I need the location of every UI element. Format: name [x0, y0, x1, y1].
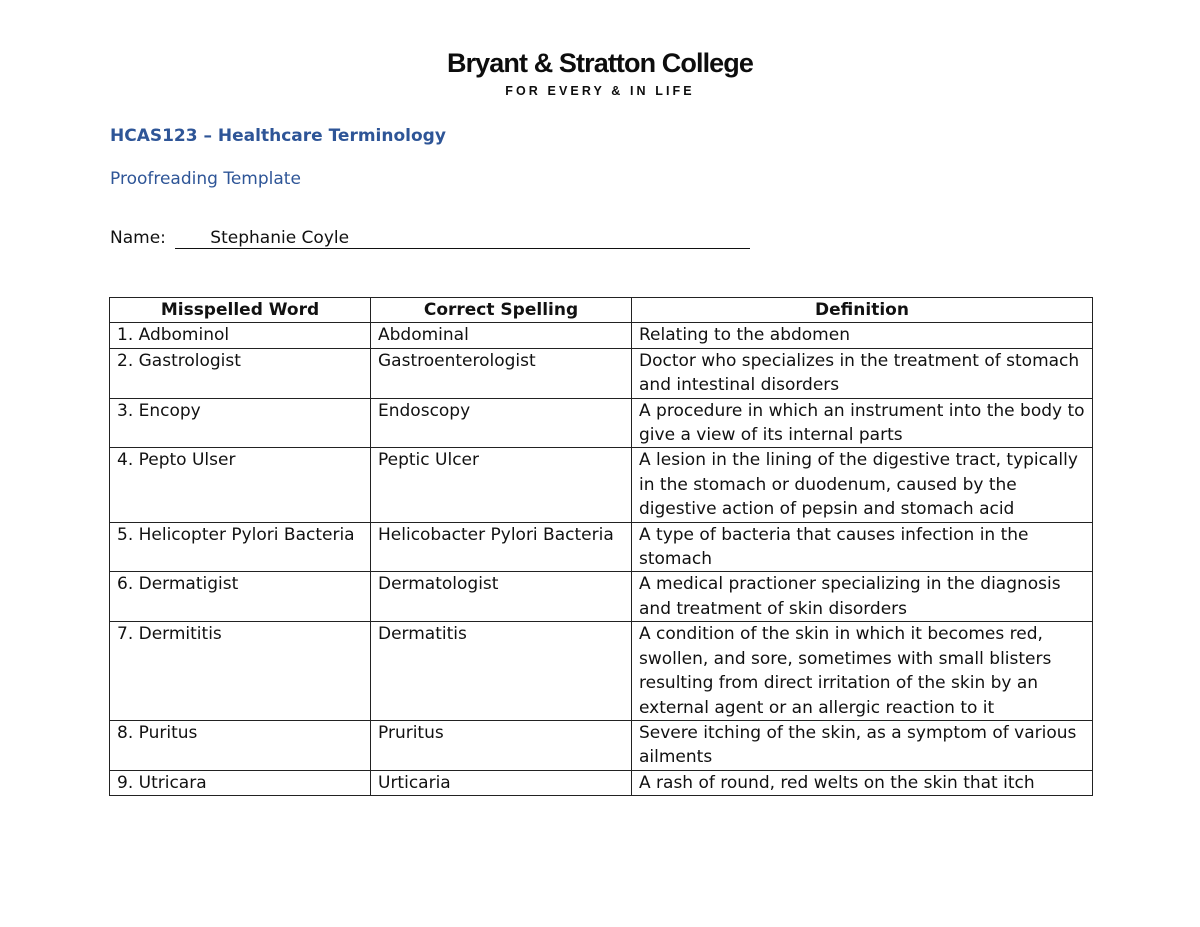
definition-cell[interactable]: A procedure in which an instrument into the body to give a view of its internal parts [632, 398, 1093, 448]
table-row [110, 522, 1093, 572]
definition-cell[interactable]: A medical practioner specializing in the diagnosis and treatment of skin disorders [632, 572, 1093, 622]
table-row [110, 622, 1093, 721]
correct-cell[interactable]: Pruritus [371, 720, 632, 770]
misspelled-cell[interactable]: 3. Encopy [110, 398, 371, 448]
misspelled-cell[interactable]: 9. Utricara [110, 770, 371, 795]
correct-cell[interactable]: Helicobacter Pylori Bacteria [371, 522, 632, 572]
definition-cell[interactable]: Severe itching of the skin, as a symptom of various ailments [632, 720, 1093, 770]
misspelled-cell[interactable]: 7. Dermititis [110, 622, 371, 721]
table-row [110, 720, 1093, 770]
definition-cell[interactable]: Doctor who specializes in the treatment of stomach and intestinal disorders [632, 348, 1093, 398]
table-row [110, 572, 1093, 622]
name-field[interactable]: Stephanie Coyle [175, 228, 750, 249]
table-row [110, 323, 1093, 348]
misspelled-cell[interactable]: 8. Puritus [110, 720, 371, 770]
correct-cell[interactable]: Endoscopy [371, 398, 632, 448]
misspelled-cell[interactable]: 5. Helicopter Pylori Bacteria [110, 522, 371, 572]
definition-cell[interactable]: A lesion in the lining of the digestive tract, typically in the stomach or duodenum, caused by the digestive action of pepsin and stomach acid [632, 448, 1093, 522]
definition-cell[interactable]: A type of bacteria that causes infection in the stomach [632, 522, 1093, 572]
table-header-row [110, 298, 1093, 323]
logo-name: Bryant & Stratton College [446, 48, 754, 78]
table-row [110, 348, 1093, 398]
misspelled-cell[interactable]: 4. Pepto Ulser [110, 448, 371, 522]
column-header-misspelled: Misspelled Word [110, 298, 371, 323]
correct-cell[interactable]: Urticaria [371, 770, 632, 795]
column-header-correct: Correct Spelling [371, 298, 632, 323]
misspelled-cell[interactable]: 1. Adbominol [110, 323, 371, 348]
misspelled-cell[interactable]: 6. Dermatigist [110, 572, 371, 622]
table-row [110, 398, 1093, 448]
name-label: Name: [110, 228, 166, 248]
definition-cell[interactable]: Relating to the abdomen [632, 323, 1093, 348]
table-row [110, 448, 1093, 522]
name-line [110, 228, 750, 249]
misspelled-cell[interactable]: 2. Gastrologist [110, 348, 371, 398]
correct-cell[interactable]: Gastroenterologist [371, 348, 632, 398]
definition-cell[interactable]: A rash of round, red welts on the skin that itch [632, 770, 1093, 795]
correct-cell[interactable]: Abdominal [371, 323, 632, 348]
logo-tagline: FOR EVERY & IN LIFE [505, 84, 695, 98]
correct-cell[interactable]: Peptic Ulcer [371, 448, 632, 522]
column-header-definition: Definition [632, 298, 1093, 323]
correct-cell[interactable]: Dermatologist [371, 572, 632, 622]
table-row [110, 770, 1093, 795]
terminology-table [109, 297, 1093, 796]
course-title: HCAS123 – Healthcare Terminology [110, 126, 446, 146]
college-logo [0, 46, 1200, 99]
template-title: Proofreading Template [110, 169, 301, 189]
correct-cell[interactable]: Dermatitis [371, 622, 632, 721]
definition-cell[interactable]: A condition of the skin in which it becomes red, swollen, and sore, sometimes with small blisters resulting from direct irritation of the skin by an external agent or an allergic reaction to it [632, 622, 1093, 721]
